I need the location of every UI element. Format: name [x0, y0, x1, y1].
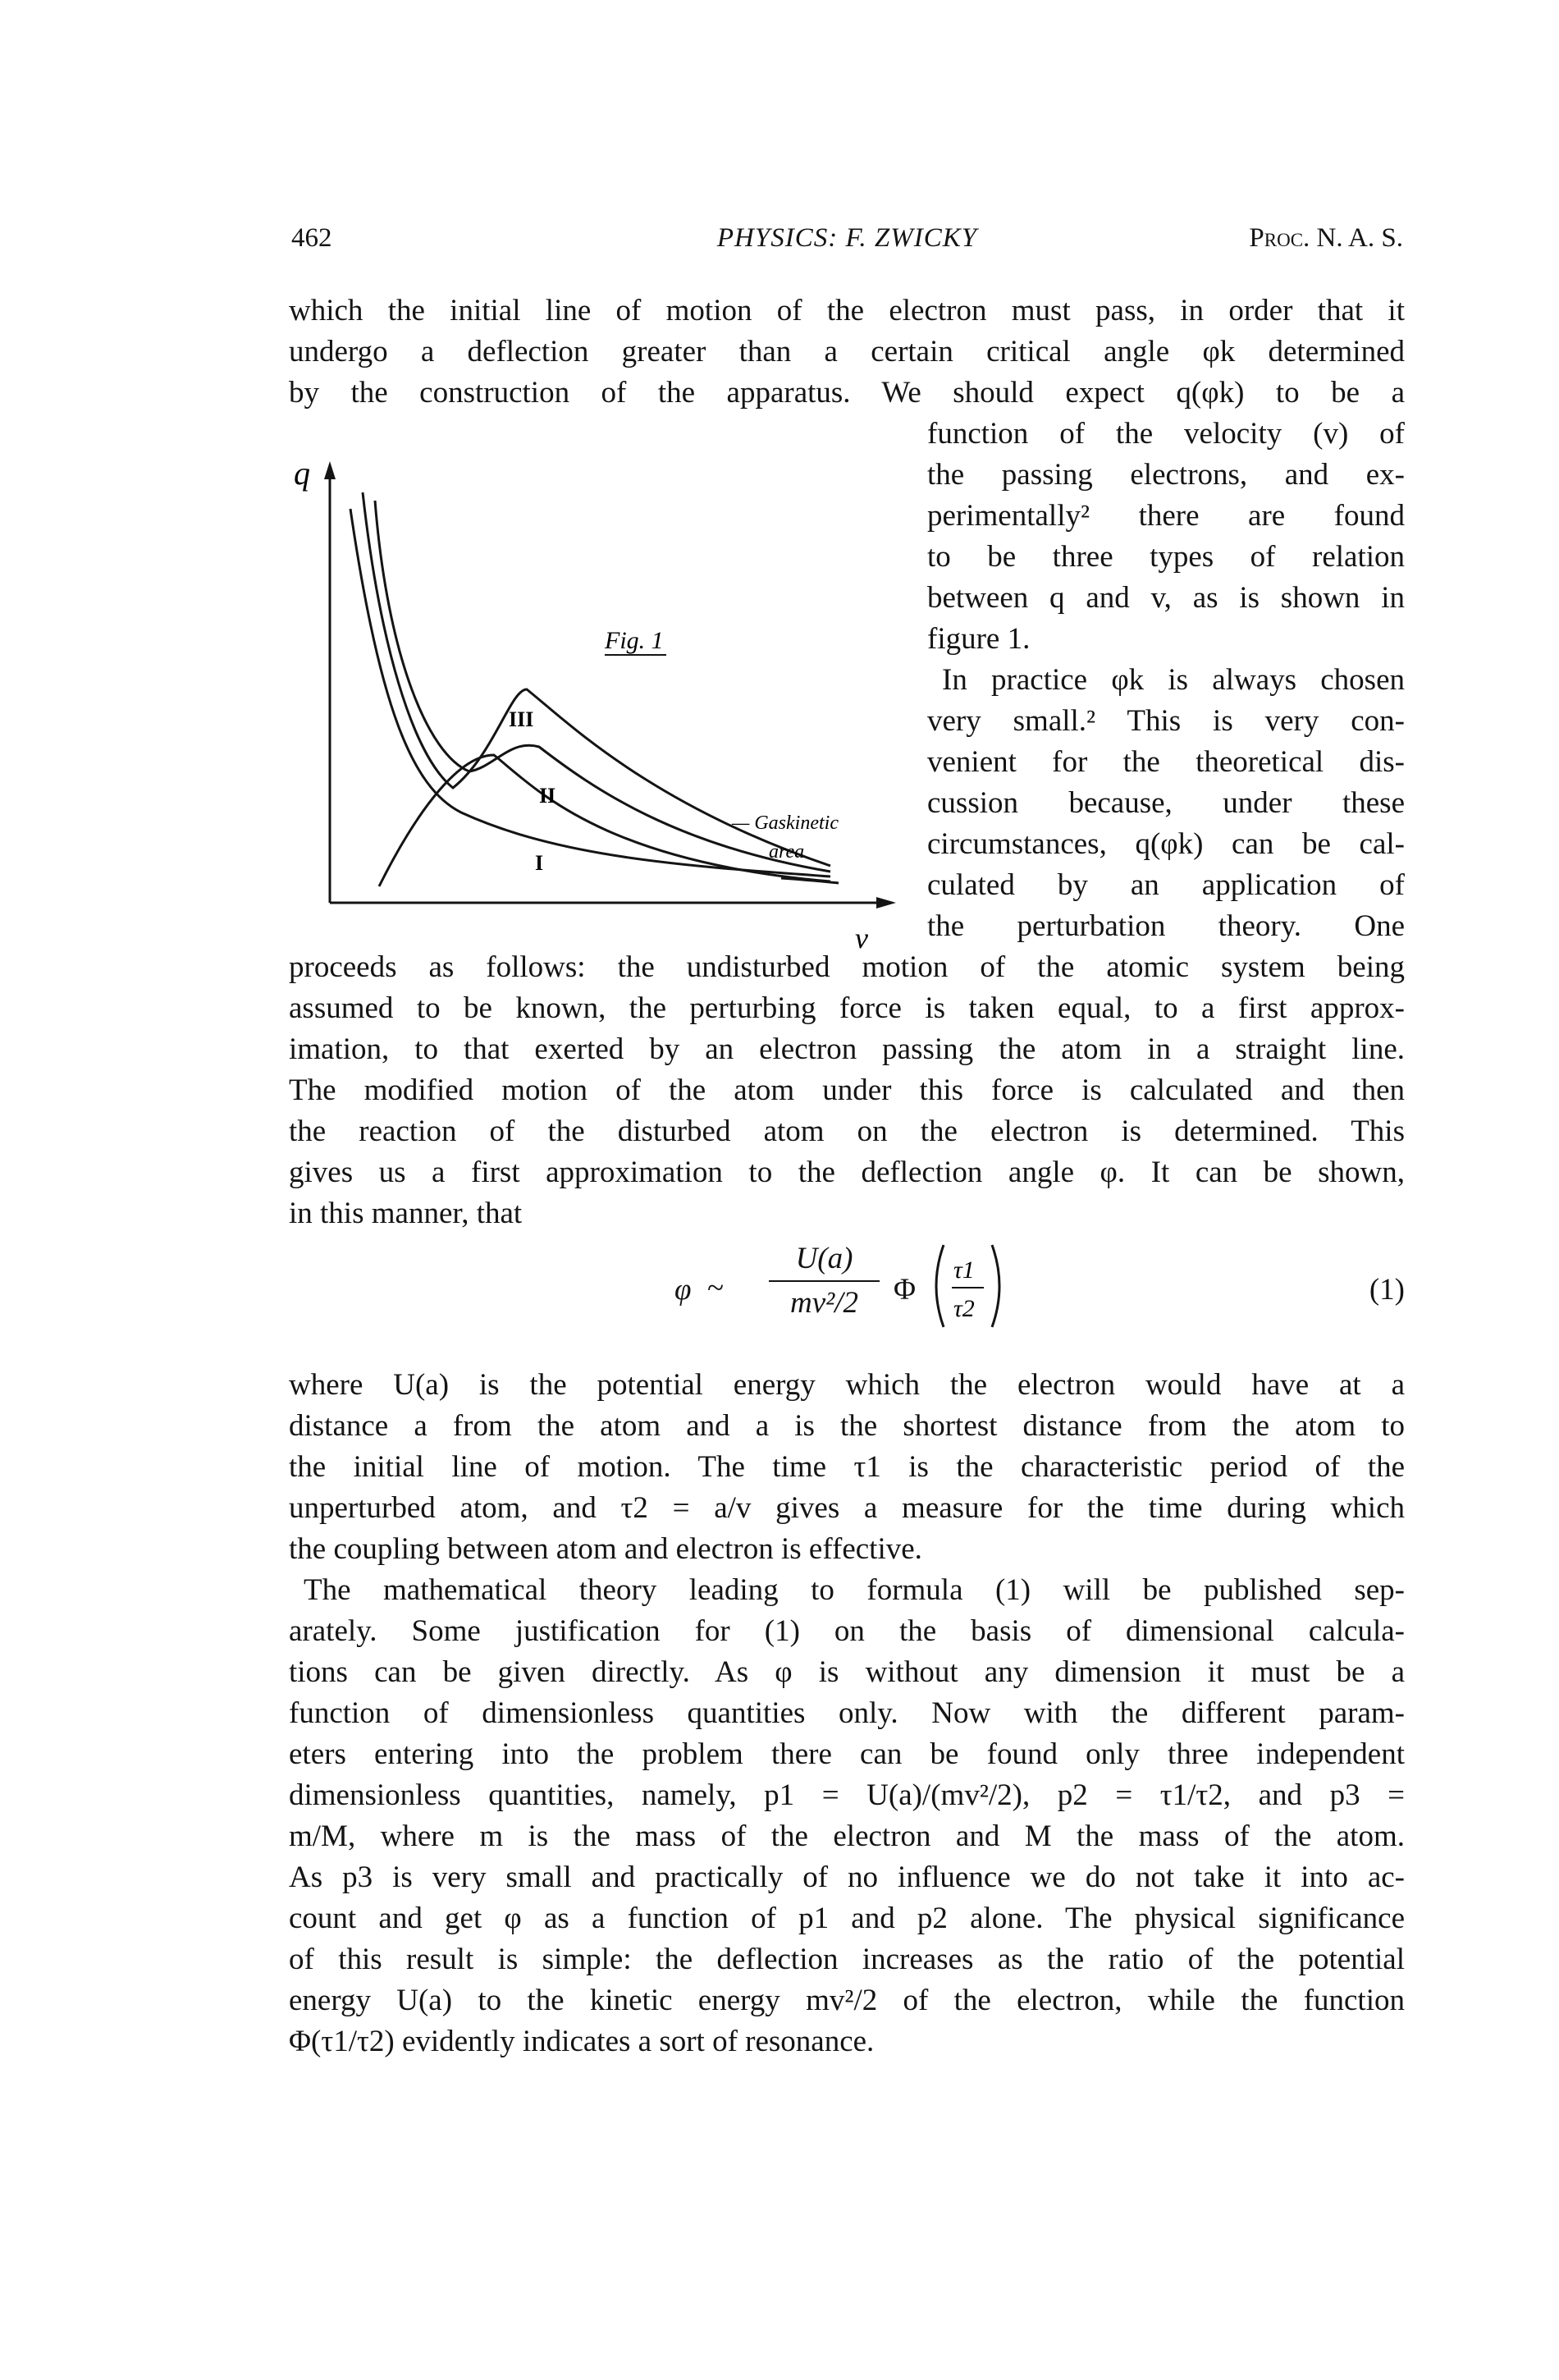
- equation-function: Φ: [894, 1273, 917, 1307]
- right-paren: [992, 1245, 999, 1327]
- text-line: the initial line of motion. The time τ1 is the characteristic period of the: [289, 1450, 1405, 1484]
- equation-numerator: U(a): [795, 1242, 853, 1275]
- equation-relation: ~: [707, 1271, 725, 1305]
- equation-denominator: mv²/2: [789, 1286, 858, 1320]
- x-axis-arrow-icon: [876, 897, 896, 909]
- text-line: figure 1.: [927, 622, 1031, 656]
- text-line: which the initial line of motion of the electron must pass, in order that it: [289, 294, 1405, 327]
- fraction-bar: [769, 1280, 880, 1282]
- text-line: count and get φ as a function of p1 and p2 alone. The physical significance: [289, 1902, 1405, 1935]
- text-line: eters entering into the problem there can be found only three independent: [289, 1737, 1405, 1771]
- text-line: tions can be given directly. As φ is without any dimension it must be a: [289, 1655, 1405, 1689]
- text-line: energy U(a) to the kinetic energy mv²/2 of the electron, while the function: [289, 1984, 1405, 2017]
- text-line: imation, to that exerted by an electron passing the atom in a straight line.: [289, 1032, 1405, 1066]
- curve-label-i: I: [535, 851, 544, 875]
- text-line: the passing electrons, and ex-: [927, 458, 1405, 492]
- journal-abbreviation: Proc. N. A. S.: [1249, 223, 1403, 253]
- text-line: unperturbed atom, and τ2 = a/v gives a measure for the time during which: [289, 1491, 1405, 1525]
- text-line: proceeds as follows: the undisturbed motion of the atomic system being: [289, 950, 1405, 984]
- figure-caption: Fig. 1: [605, 627, 664, 654]
- running-head: [291, 223, 1403, 261]
- gaskinetic-annotation: — Gaskinetic: [732, 812, 839, 834]
- article-header-title: PHYSICS: F. ZWICKY: [716, 223, 978, 253]
- text-line: venient for the theoretical dis-: [927, 745, 1405, 779]
- figure-1: [289, 443, 921, 952]
- text-line: undergo a deflection greater than a certain critical angle φk determined: [289, 335, 1405, 368]
- text-line: assumed to be known, the perturbing force is taken equal, to a first approx-: [289, 991, 1405, 1025]
- text-line: of this result is simple: the deflection increases as the ratio of the potential: [289, 1943, 1405, 1976]
- equation-1: [289, 1239, 1405, 1346]
- equation-lhs: φ: [674, 1273, 692, 1307]
- text-line: distance a from the atom and a is the shortest distance from the atom to: [289, 1409, 1405, 1443]
- text-line: the reaction of the disturbed atom on the electron is determined. This: [289, 1114, 1405, 1148]
- text-line: in this manner, that: [289, 1197, 523, 1230]
- text-line: circumstances, q(φk) can be cal-: [927, 827, 1405, 861]
- y-axis-arrow-icon: [324, 461, 336, 479]
- text-line: between q and v, as is shown in: [927, 581, 1405, 615]
- equation-number: (1): [1369, 1273, 1405, 1307]
- x-axis-label: v: [855, 922, 868, 952]
- text-line: cussion because, under these: [927, 786, 1405, 820]
- curve-label-ii: II: [539, 784, 556, 808]
- text-line: by the construction of the apparatus. We should expect q(φk) to be a: [289, 376, 1405, 410]
- figure-1-plot: [289, 443, 921, 952]
- text-line: Φ(τ1/τ2) evidently indicates a sort of resonance.: [289, 2025, 875, 2058]
- text-line: The mathematical theory leading to formula (1) will be published sep-: [304, 1573, 1405, 1607]
- y-axis-label: q: [294, 455, 310, 492]
- equation-fraction: [769, 1239, 880, 1323]
- curve-iii: [363, 492, 830, 866]
- curve-label-iii: III: [509, 707, 534, 731]
- text-line: As p3 is very small and practically of no influence we do not take it into ac-: [289, 1861, 1405, 1894]
- gaskinetic-annotation-area: area: [769, 841, 805, 863]
- text-line: to be three types of relation: [927, 540, 1405, 574]
- text-line: perimentally² there are found: [927, 499, 1405, 533]
- text-line: where U(a) is the potential energy which the electron would have at a: [289, 1368, 1405, 1402]
- text-line: the coupling between atom and electron is effective.: [289, 1532, 922, 1566]
- equation-argument: [929, 1241, 1007, 1331]
- text-line: In practice φk is always chosen: [942, 663, 1405, 697]
- left-paren: [936, 1245, 944, 1327]
- text-line: very small.² This is very con-: [927, 704, 1405, 738]
- text-line: The modified motion of the atom under this force is calculated and then: [289, 1073, 1405, 1107]
- text-line: the perturbation theory. One: [927, 909, 1405, 943]
- argument-denominator: τ2: [953, 1295, 975, 1322]
- text-line: gives us a first approximation to the deflection angle φ. It can be shown,: [289, 1156, 1405, 1189]
- text-line: culated by an application of: [927, 868, 1405, 902]
- argument-numerator: τ1: [953, 1256, 975, 1284]
- page-number: 462: [291, 223, 332, 253]
- text-line: function of the velocity (v) of: [927, 417, 1405, 451]
- text-line: dimensionless quantities, namely, p1 = U(a)/(mv²/2), p2 = τ1/τ2, and p3 =: [289, 1778, 1405, 1812]
- text-line: m/M, where m is the mass of the electron and M the mass of the atom.: [289, 1819, 1405, 1853]
- text-line: arately. Some justification for (1) on the basis of dimensional calcula-: [289, 1614, 1405, 1648]
- text-line: function of dimensionless quantities only. Now with the different param-: [289, 1696, 1405, 1730]
